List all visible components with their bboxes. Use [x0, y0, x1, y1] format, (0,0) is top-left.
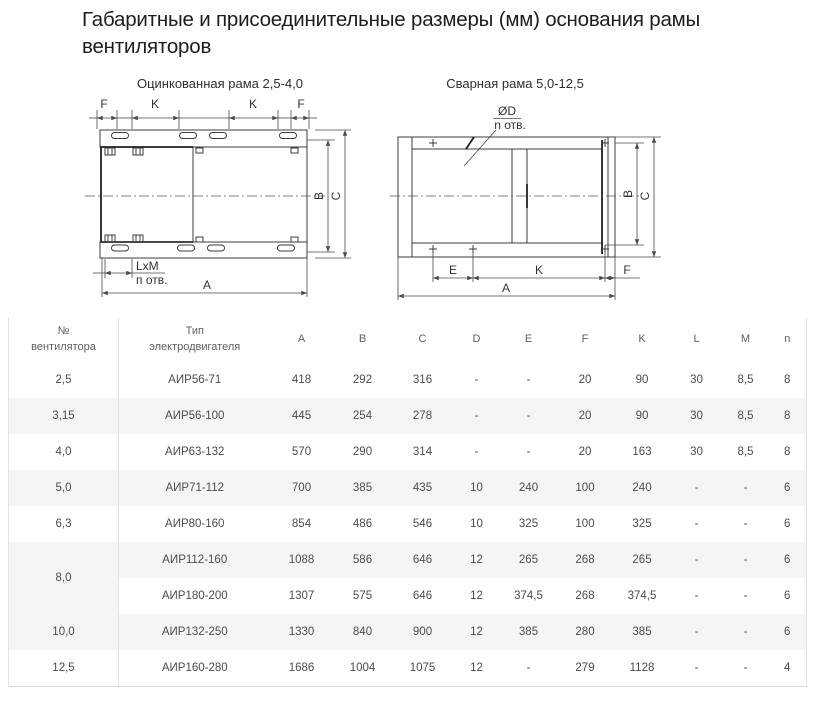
- table-row: [9, 506, 807, 542]
- page-title: [82, 6, 772, 60]
- dim-label-a: A: [501, 281, 511, 295]
- dim-label-k: K: [248, 97, 258, 111]
- cell-dim-M: -: [723, 614, 769, 650]
- cell-dim-C: 646: [412, 590, 433, 602]
- cell-dim-B: 586: [333, 542, 393, 578]
- cell-dim-L: -: [694, 518, 699, 530]
- cell-fan-number: 3,15: [9, 398, 119, 434]
- cell-dim-C: 900: [393, 614, 453, 650]
- cell-dim-A: 700: [271, 470, 333, 506]
- cell-dim-F: 100: [557, 470, 614, 506]
- dim-label-od: ØD: [498, 104, 516, 118]
- header-dim-M: M: [740, 333, 751, 346]
- cell-dim-F: 268: [575, 590, 595, 602]
- cell-dim-K: 240: [614, 470, 671, 506]
- cell-dim-K: 90: [635, 374, 649, 386]
- cell-dim-D: 12: [470, 662, 483, 674]
- dim-label-f: F: [297, 97, 305, 111]
- cell-fan-number: 8,0: [9, 542, 119, 614]
- cell-dim-C: 314: [412, 446, 433, 458]
- header-motor-type: [119, 318, 271, 362]
- cell-dim-M: 8,5: [737, 446, 754, 458]
- cell-dim-M: -: [743, 518, 748, 530]
- cell-dim-B: 290: [352, 446, 373, 458]
- right-frame-dimensions: [398, 104, 661, 300]
- cell-dim-D: 10: [453, 470, 501, 506]
- right-frame-outline: [390, 137, 642, 257]
- cell-dim-K: 374,5: [627, 590, 657, 602]
- cell-dim-C: 435: [393, 470, 453, 506]
- cell-dim-D: 12: [470, 590, 483, 602]
- dim-label-c: C: [329, 191, 343, 201]
- left-frame-outline: [85, 130, 325, 258]
- cell-dim-L: 30: [671, 398, 723, 434]
- header-fan-number-line2: вентилятора: [31, 341, 96, 353]
- table-row: [9, 398, 807, 434]
- cell-dim-E: 374,5: [514, 590, 543, 602]
- cell-dim-K: 385: [614, 614, 671, 650]
- cell-dim-K: 265: [614, 542, 671, 578]
- cell-dim-F: 20: [578, 446, 592, 458]
- cell-dim-M: 8,5: [723, 398, 769, 434]
- header-dim-n: n: [784, 333, 791, 346]
- cell-fan-number: 6,3: [9, 506, 119, 542]
- cell-dim-B: 575: [352, 590, 373, 602]
- cell-motor-type: АИР132-250: [119, 614, 271, 650]
- header-motor-type-line1: Тип: [185, 325, 204, 338]
- cell-dim-D: -: [453, 398, 501, 434]
- dim-label-a: A: [202, 278, 212, 292]
- cell-dim-K: 325: [632, 518, 652, 530]
- cell-dim-n: 8: [784, 446, 791, 458]
- cell-motor-type: АИР112-160: [119, 542, 271, 578]
- cell-dim-A: 1330: [271, 614, 333, 650]
- right-drawing-welded-frame: [390, 96, 680, 308]
- dim-label-n-holes: п отв.: [136, 273, 168, 287]
- left-frame-dimensions: [89, 97, 351, 297]
- cell-dim-K: 163: [632, 446, 652, 458]
- cell-fan-number: 2,5: [9, 362, 119, 398]
- cell-dim-A: 1088: [271, 542, 333, 578]
- cell-dim-A: 1307: [288, 590, 315, 602]
- page-title-line1: Габаритные и присоединительные размеры (мм) основания рамы: [82, 8, 701, 31]
- left-drawing-title: Оцинкованная рама 2,5-4,0: [136, 76, 303, 91]
- cell-dim-F: 100: [575, 518, 595, 530]
- cell-motor-type: АИР56-100: [119, 398, 271, 434]
- cell-fan-number: 10,0: [9, 614, 119, 650]
- dim-label-k: K: [150, 97, 160, 111]
- header-dim-D: D: [472, 333, 481, 346]
- cell-dim-n: 6: [784, 518, 791, 530]
- cell-motor-type: АИР180-200: [161, 590, 228, 602]
- header-dim-B: B: [358, 333, 367, 346]
- cell-dim-A: 570: [291, 446, 312, 458]
- cell-dim-M: 8,5: [737, 374, 754, 386]
- header-fan-number: [9, 318, 119, 362]
- cell-fan-number: 5,0: [9, 470, 119, 506]
- cell-dim-L: -: [671, 470, 723, 506]
- cell-dim-E: 325: [518, 518, 539, 530]
- dim-label-k: K: [534, 263, 544, 277]
- cell-dim-M: -: [743, 662, 748, 674]
- cell-motor-type: АИР160-280: [161, 662, 228, 674]
- cell-dim-D: 10: [470, 518, 483, 530]
- cell-dim-L: -: [671, 542, 723, 578]
- cell-dim-F: 268: [557, 542, 614, 578]
- dim-label-b: B: [312, 191, 326, 201]
- cell-dim-C: 546: [412, 518, 433, 530]
- header-dim-F: F: [581, 333, 589, 346]
- cell-dim-C: 316: [412, 374, 433, 386]
- header-dim-A: A: [297, 333, 306, 346]
- dim-label-f: F: [100, 97, 108, 111]
- dim-label-c: C: [638, 191, 652, 201]
- cell-dim-D: 12: [453, 542, 501, 578]
- dim-label-e: E: [448, 263, 458, 277]
- cell-dim-E: -: [526, 374, 531, 386]
- cell-dim-M: -: [743, 590, 748, 602]
- dimensions-table: [8, 318, 807, 687]
- cell-dim-B: 385: [333, 470, 393, 506]
- cell-dim-B: 1004: [349, 662, 376, 674]
- right-drawing-title: Сварная рама 5,0-12,5: [446, 76, 584, 91]
- header-dim-E: E: [524, 333, 533, 346]
- cell-motor-type: АИР71-112: [119, 470, 271, 506]
- cell-dim-F: 279: [575, 662, 595, 674]
- cell-dim-F: 20: [578, 374, 592, 386]
- cell-dim-B: 254: [333, 398, 393, 434]
- cell-dim-n: 6: [769, 542, 807, 578]
- table-row: [9, 650, 807, 687]
- bolt-icon: [105, 148, 298, 242]
- cell-dim-D: -: [474, 446, 479, 458]
- dim-label-lxm: LxM: [136, 259, 159, 273]
- cell-motor-type: АИР63-132: [165, 446, 225, 458]
- header-dim-L: L: [693, 333, 700, 346]
- cell-dim-M: -: [723, 542, 769, 578]
- cell-dim-A: 445: [271, 398, 333, 434]
- cell-dim-n: 8: [784, 374, 791, 386]
- cell-fan-number: 4,0: [9, 434, 119, 470]
- dim-label-f: F: [623, 263, 631, 277]
- cell-dim-K: 90: [614, 398, 671, 434]
- cell-dim-E: 385: [501, 614, 557, 650]
- cell-dim-E: -: [526, 446, 531, 458]
- table-body: [9, 362, 807, 687]
- dim-label-b: B: [621, 189, 635, 199]
- cell-dim-n: 6: [769, 470, 807, 506]
- cell-dim-n: 6: [784, 590, 791, 602]
- cell-dim-D: -: [474, 374, 479, 386]
- cell-dim-F: 20: [557, 398, 614, 434]
- cell-dim-B: 840: [333, 614, 393, 650]
- cell-dim-D: 12: [453, 614, 501, 650]
- cell-dim-B: 292: [352, 374, 373, 386]
- cell-dim-L: -: [671, 614, 723, 650]
- cell-fan-number: 12,5: [9, 650, 119, 687]
- cell-dim-B: 486: [352, 518, 373, 530]
- header-dim-K: K: [638, 333, 646, 346]
- table-row: [9, 614, 807, 650]
- cell-dim-L: 30: [690, 446, 703, 458]
- cell-dim-L: 30: [690, 374, 703, 386]
- cell-dim-A: 1686: [288, 662, 315, 674]
- cell-motor-type: АИР56-71: [168, 374, 222, 386]
- table-row: [9, 578, 807, 614]
- cell-dim-E: -: [526, 662, 531, 674]
- cell-dim-E: 240: [501, 470, 557, 506]
- table-row: [9, 434, 807, 470]
- cell-dim-L: -: [694, 662, 699, 674]
- cell-dim-L: -: [694, 590, 699, 602]
- left-drawing-galvanized-frame: [85, 96, 355, 308]
- cell-dim-K: 1128: [629, 662, 655, 674]
- header-fan-number-line1: №: [57, 325, 70, 338]
- cell-dim-C: 278: [393, 398, 453, 434]
- cell-dim-F: 280: [557, 614, 614, 650]
- cell-dim-E: -: [501, 398, 557, 434]
- table-header: [9, 318, 807, 362]
- cell-motor-type: АИР80-160: [165, 518, 225, 530]
- cell-dim-C: 646: [393, 542, 453, 578]
- table-row: [9, 470, 807, 506]
- cell-dim-n: 6: [769, 614, 807, 650]
- header-dim-C: C: [418, 333, 427, 346]
- dim-label-n-holes: n отв.: [494, 118, 526, 132]
- header-motor-type-line2: электродвигателя: [149, 341, 241, 353]
- cell-dim-C: 1075: [409, 662, 436, 674]
- cell-dim-n: 4: [784, 662, 791, 674]
- page-title-line2: вентиляторов: [82, 35, 212, 58]
- cell-dim-n: 8: [769, 398, 807, 434]
- cell-dim-A: 418: [291, 374, 312, 386]
- table-row: [9, 362, 807, 398]
- cell-dim-M: -: [723, 470, 769, 506]
- table-row: [9, 542, 807, 578]
- cell-dim-E: 265: [501, 542, 557, 578]
- cell-dim-A: 854: [291, 518, 312, 530]
